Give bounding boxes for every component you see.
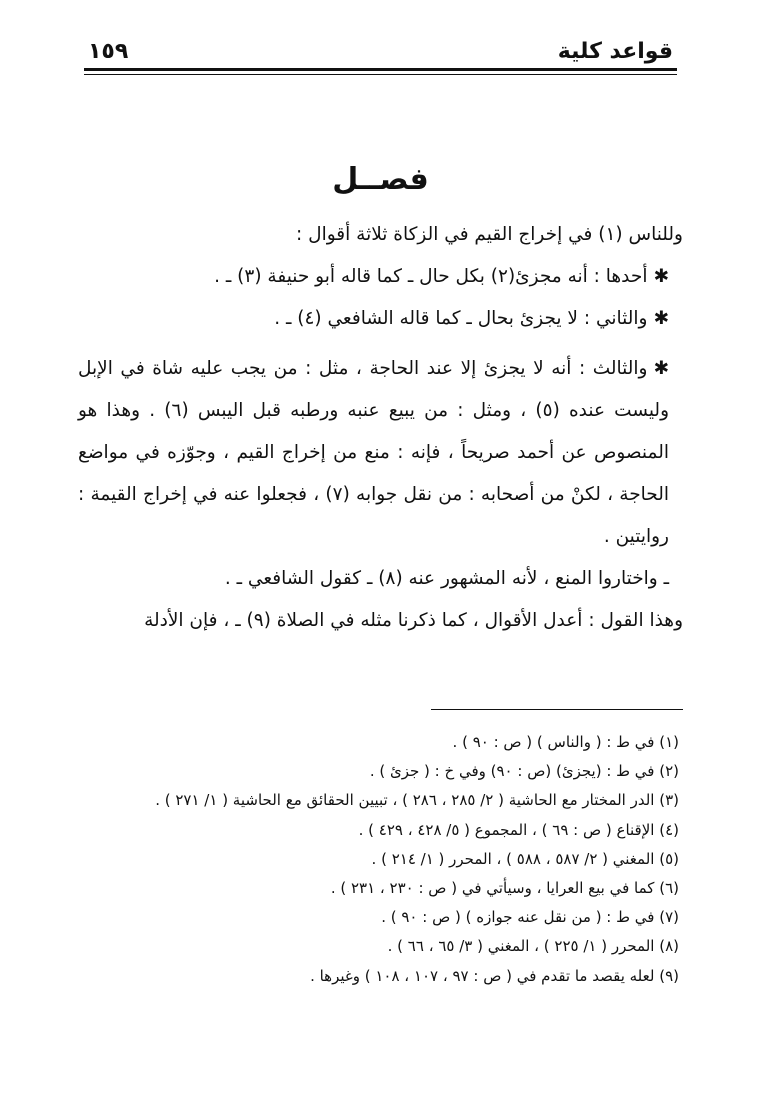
footnote-3: (٣) الدر المختار مع الحاشية ( ٢/ ٢٨٥ ، ٢٨٦ ) ، تبيين الحقائق مع الحاشية ( ١/ ٢٧١ ) . <box>155 791 679 810</box>
running-header <box>88 34 673 64</box>
paragraph-conclusion: وهذا القول : أعدل الأقوال ، كما ذكرنا مثله في الصلاة (٩) ـ ، فإن الأدلة <box>144 610 683 631</box>
paragraph-opinion-3: ✱والثالث : أنه لا يجزئ إلا عند الحاجة ، مثل : من يجب عليه شاة في الإبل وليست عنده (٥) ، ومثل : من يبيع عنبه ورطبه قبل اليبس (٦) . وهذا هو المنصوص عن أحمد صريحاً ، فإنه : منع من إخراج القيم ، وجوّزه في مواضع الحاجة ، لكنْ من أصحابه : من نقل جوابه (٧) ، فجعلوا عنه في إخراج القيمة : روايتين . <box>78 348 683 558</box>
body-text <box>78 214 683 642</box>
footnote-4: (٤) الإقناع ( ص : ٦٩ ) ، المجموع ( ٥/ ٤٢٨ ، ٤٢٩ ) . <box>358 820 679 839</box>
footnote-9: (٩) لعله يقصد ما تقدم في ( ص : ٩٧ ، ١٠٧ ، ١٠٨ ) وغيرها . <box>310 966 679 985</box>
footnote-2: (٢) في ط : (يجزئ) (ص : ٩٠) وفي خ : ( جزئ ) . <box>369 762 679 781</box>
bullet-icon: ✱ <box>653 358 669 379</box>
paragraph-choice: ـ واختاروا المنع ، لأنه المشهور عنه (٨) ـ كقول الشافعي ـ . <box>224 568 669 589</box>
paragraph-intro: وللناس (١) في إخراج القيم في الزكاة ثلاثة أقوال : <box>296 224 683 245</box>
bullet-icon: ✱ <box>653 266 669 287</box>
book-title: قواعد كلية <box>557 39 673 64</box>
paragraph-opinion-2: ✱والثاني : لا يجزئ بحال ـ كما قاله الشافعي (٤) ـ . <box>78 298 683 340</box>
page-number: ١٥٩ <box>88 39 129 64</box>
footnote-1: (١) في ط : ( والناس ) ( ص : ٩٠ ) . <box>452 733 679 751</box>
footnote-7: (٧) في ط : ( من نقل عنه جوازه ) ( ص : ٩٠ ) . <box>381 908 679 927</box>
footnote-8: (٨) المحرر ( ١/ ٢٢٥ ) ، المغني ( ٣/ ٦٥ ، ٦٦ ) . <box>387 937 679 956</box>
bullet-icon: ✱ <box>653 308 669 329</box>
header-rule-thick <box>84 68 677 71</box>
section-title: فصــل <box>332 162 429 197</box>
footnote-6: (٦) كما في بيع العرايا ، وسيأتي في ( ص : ٢٣٠ ، ٢٣١ ) . <box>330 879 679 898</box>
footnotes <box>70 728 679 991</box>
header-rule-thin <box>84 74 677 75</box>
paragraph-opinion-1: ✱أحدها : أنه مجزئ(٢) بكل حال ـ كما قاله أبو حنيفة (٣) ـ . <box>78 256 683 298</box>
footnote-5: (٥) المغني ( ٢/ ٥٨٧ ، ٥٨٨ ) ، المحرر ( ١/ ٢١٤ ) . <box>371 849 679 868</box>
footnote-separator <box>431 709 683 710</box>
